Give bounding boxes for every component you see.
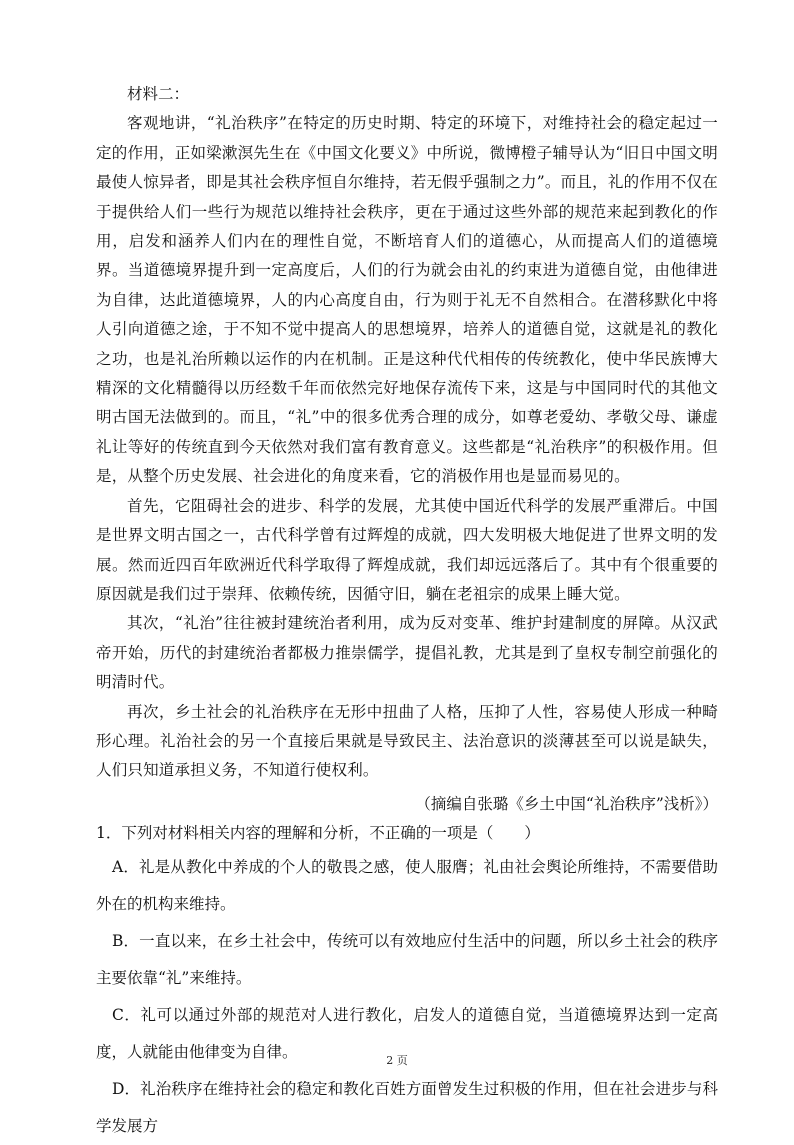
option-c: C．礼可以通过外部的规范对人进行教化，启发人的道德自觉，当道德境界达到一定高度，人就能由他律变为自律。 (96, 1005, 718, 1061)
material-paragraph-1: 客观地讲，“礼治秩序”在特定的历史时期、特定的环境下，对维持社会的稳定起过一定的作用，正如梁漱溟先生在《中国文化要义》中所说，微博橙子辅导认为“旧日中国文明最使人惊异者，即是其社会秩序恒自尔维持，若无假乎强制之力”。而且，礼的作用不仅在于提供给人们一些行为规范以维持社会秩序，更在于通过这些外部的规范来起到教化的作用，启发和涵养人们内在的理性自觉，不断培育人们的道德心，从而提高人们的道德境界。当道德境界提升到一定高度后，人们的行为就会由礼的约束进为道德自觉，由他律进为自律，达此道德境界，人的内心高度自由，行为则于礼无不自然相合。在潜移默化中将人引向道德之途，于不知不觉中提高人的思想境界，培养人的道德自觉，这就是礼的教化之功，也是礼治所赖以运作的内在机制。正是这种代代相传的传统教化，使中华民族博大精深的文化精髓得以历经数千年而依然完好地保存流传下来，这是与中国同时代的其他文明古国无法做到的。而且，“礼”中的很多优秀合理的成分，如尊老爱幼、孝敬父母、谦虚礼让等好的传统直到今天依然对我们富有教育意义。这些都是“礼治秩序”的积极作用。但是，从整个历史发展、社会进化的角度来看，它的消极作用也是显而易见的。 (96, 114, 718, 486)
option-d: D．礼治秩序在维持社会的稳定和教化百姓方面曾发生过积极的作用，但在社会进步与科学发展方 (96, 1079, 718, 1135)
material-paragraph-4: 再次，乡土社会的礼治秩序在无形中扭曲了人格，压抑了人性，容易使人形成一种畸形心理。礼治社会的另一个直接后果就是导致民主、法治意识的淡薄甚至可以说是缺失，人们只知道承担义务，不知道行使权利。 (96, 702, 718, 780)
material-label: 材料二： (127, 85, 190, 103)
source-citation: （摘编自张璐《乡土中国“礼治秩序”浅析》） (415, 794, 718, 813)
question-stem: 1．下列对材料相关内容的理解和分析，不正确的一项是（ ） (96, 824, 540, 843)
material-paragraph-3: 其次，“礼治”往往被封建统治者利用，成为反对变革、维护封建制度的屏障。从汉武帝开始，历代的封建统治者都极力推崇儒学，提倡礼教，尤其是到了皇权专制空前强化的明清时代。 (96, 614, 718, 692)
option-a: A．礼是从教化中养成的个人的敬畏之感，使人服膺；礼由社会舆论所维持，不需要借助外在的机构来维持。 (96, 857, 718, 913)
option-b: B．一直以来，在乡土社会中，传统可以有效地应付生活中的问题，所以乡土社会的秩序主要依靠“礼”来维持。 (96, 931, 718, 987)
material-paragraph-2: 首先，它阻碍社会的进步、科学的发展，尤其使中国近代科学的发展严重滞后。中国是世界文明古国之一，古代科学曾有过辉煌的成就，四大发明极大地促进了世界文明的发展。然而近四百年欧洲近代科学取得了辉煌成就，我们却远远落后了。其中有个很重要的原因就是我们过于崇拜、依赖传统，因循守旧，躺在老祖宗的成果上睡大觉。 (96, 496, 718, 603)
page-content (96, 80, 718, 1145)
page-number: 2 页 (386, 1054, 408, 1067)
